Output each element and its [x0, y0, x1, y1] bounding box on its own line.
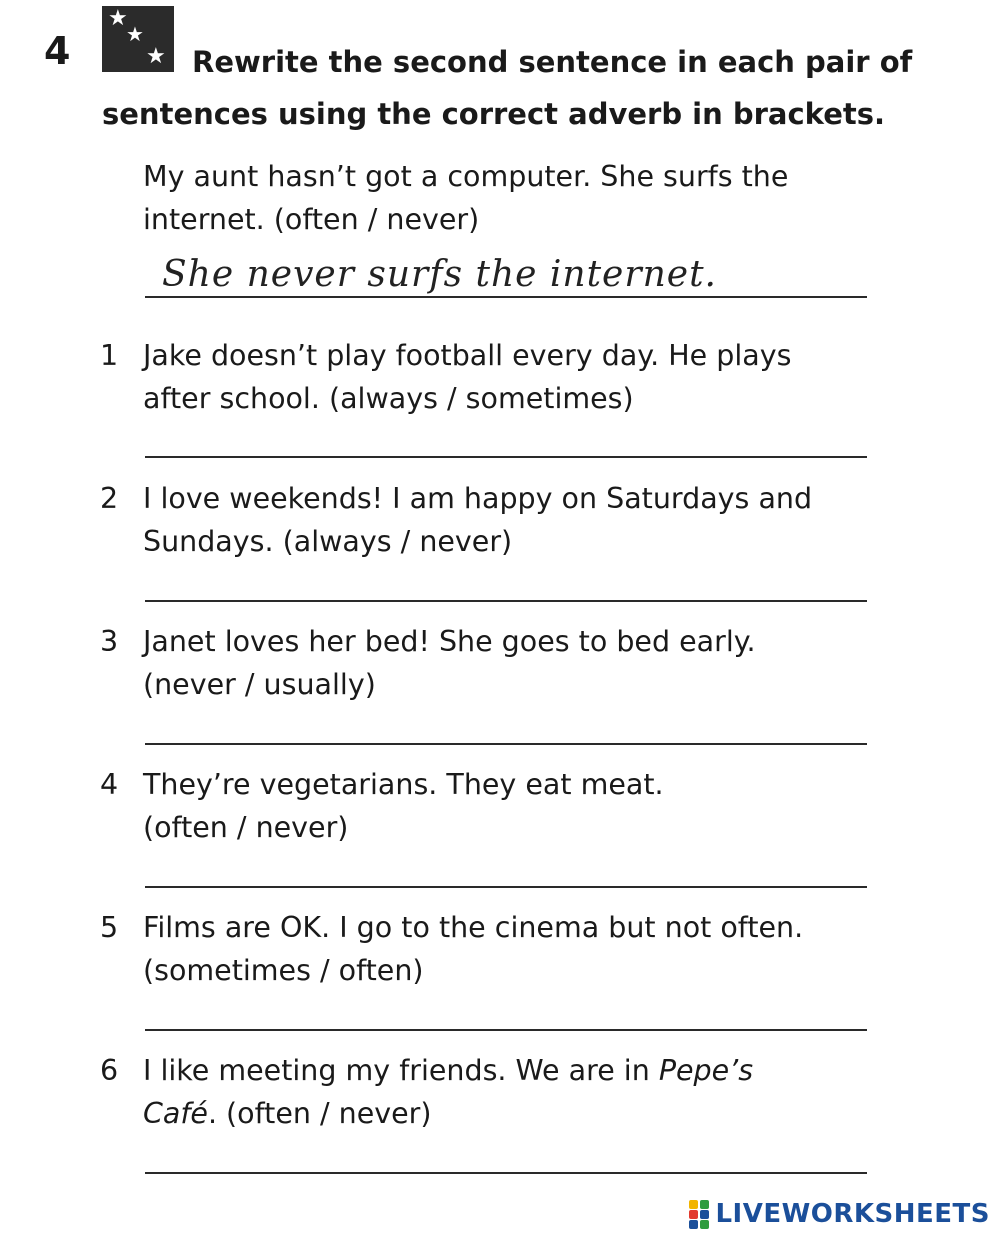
item-line-1: Janet loves her bed! She goes to bed early.	[143, 625, 756, 658]
example-answer: She never surfs the internet.	[162, 254, 717, 295]
answer-line-1[interactable]	[145, 456, 867, 458]
item-sentence	[143, 477, 812, 563]
star-icon: ★	[146, 44, 166, 69]
answer-line-4[interactable]	[145, 886, 867, 888]
item-line-2-text: . (often / never)	[207, 1097, 432, 1130]
answer-line-6[interactable]	[145, 1172, 867, 1174]
item-line-2: after school. (always / sometimes)	[143, 382, 634, 415]
example-sentence	[143, 155, 788, 241]
brand-footer	[689, 1199, 990, 1229]
answer-line-3[interactable]	[145, 743, 867, 745]
item-line-2: (often / never)	[143, 811, 349, 844]
example-answer-line	[145, 296, 867, 298]
item-line-2	[143, 1092, 753, 1135]
item-sentence	[143, 763, 664, 849]
item-line-1	[143, 1049, 753, 1092]
item-line-2: (never / usually)	[143, 668, 376, 701]
item-number: 6	[100, 1054, 119, 1087]
star-icon: ★	[126, 22, 144, 46]
item-sentence	[143, 1049, 753, 1135]
item-number: 4	[100, 768, 119, 801]
item-line-2: (sometimes / often)	[143, 954, 424, 987]
cafe-name: Pepe’s	[658, 1054, 754, 1087]
liveworksheets-logo-icon	[689, 1200, 711, 1228]
exercise-number: 4	[44, 29, 71, 73]
item-number: 5	[100, 911, 119, 944]
answer-line-5[interactable]	[145, 1029, 867, 1031]
example-line-1: My aunt hasn’t got a computer. She surfs the	[143, 160, 789, 193]
item-line-1-text: I like meeting my friends. We are in	[143, 1054, 659, 1087]
item-line-1: Jake doesn’t play football every day. He plays	[143, 339, 792, 372]
item-number: 3	[100, 625, 119, 658]
answer-line-2[interactable]	[145, 600, 867, 602]
item-sentence	[143, 620, 756, 706]
item-sentence	[143, 334, 791, 420]
star-icon: ★	[108, 6, 128, 31]
cafe-name-end: Café	[143, 1097, 208, 1130]
item-line-1: Films are OK. I go to the cinema but not often.	[143, 911, 804, 944]
item-line-1: They’re vegetarians. They eat meat.	[143, 768, 664, 801]
example-line-2: internet. (often / never)	[143, 203, 480, 236]
item-sentence	[143, 906, 803, 992]
item-number: 2	[100, 482, 119, 515]
exercise-instruction: Rewrite the second sentence in each pair of sentences using the correct adverb in brackets.	[102, 45, 913, 131]
item-number: 1	[100, 339, 119, 372]
item-line-2: Sundays. (always / never)	[143, 525, 513, 558]
item-line-1: I love weekends! I am happy on Saturdays and	[143, 482, 813, 515]
brand-name: LIVEWORKSHEETS	[715, 1199, 990, 1229]
